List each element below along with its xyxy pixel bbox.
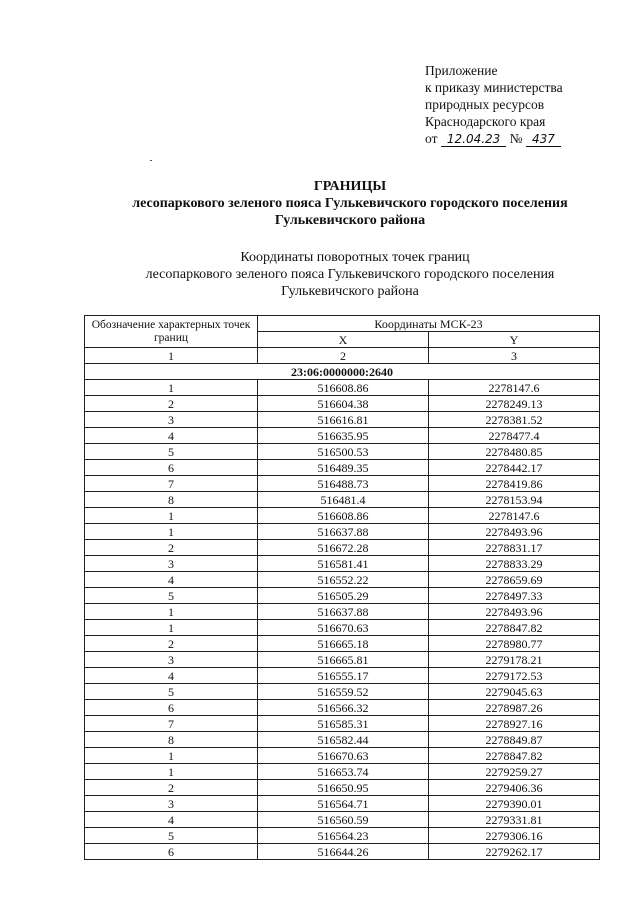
x-cell: 516500.53 [258,444,429,460]
y-cell: 2279262.17 [429,844,600,860]
x-cell: 516670.63 [258,620,429,636]
x-cell: 516566.32 [258,700,429,716]
table-row [85,652,600,668]
point-cell: 8 [85,492,258,508]
table-row [85,668,600,684]
y-cell: 2278987.26 [429,700,600,716]
point-cell: 2 [85,396,258,412]
x-cell: 516637.88 [258,604,429,620]
y-cell: 2278419.86 [429,476,600,492]
point-cell: 6 [85,844,258,860]
table-row [85,588,600,604]
scan-speck [150,160,152,161]
y-cell: 2278153.94 [429,492,600,508]
y-cell: 2278493.96 [429,604,600,620]
y-cell: 2278477.4 [429,428,600,444]
point-cell: 1 [85,508,258,524]
x-cell: 516637.88 [258,524,429,540]
table-row [85,764,600,780]
point-cell: 3 [85,652,258,668]
y-cell: 2278493.96 [429,524,600,540]
x-cell: 516552.22 [258,572,429,588]
table-caption [60,249,640,300]
point-cell: 3 [85,796,258,812]
table-row [85,508,600,524]
header-y: Y [429,332,600,348]
y-cell: 2278847.82 [429,748,600,764]
coordinates-table [84,315,600,860]
y-cell: 2279331.81 [429,812,600,828]
point-cell: 1 [85,604,258,620]
table-row [85,700,600,716]
order-number: 437 [526,132,561,147]
x-cell: 516559.52 [258,684,429,700]
header-x: X [258,332,429,348]
table-row [85,524,600,540]
appendix-line-1: Приложение [425,63,498,78]
table-row [85,444,600,460]
x-cell: 516644.26 [258,844,429,860]
y-cell: 2278927.16 [429,716,600,732]
x-cell: 516672.28 [258,540,429,556]
column-number-2: 2 [258,348,429,364]
header-coordinates: Координаты МСК-23 [258,316,600,332]
x-cell: 516608.86 [258,380,429,396]
y-cell: 2278833.29 [429,556,600,572]
y-cell: 2278381.52 [429,412,600,428]
cadastral-number: 23:06:0000000:2640 [85,364,600,380]
y-cell: 2278147.6 [429,508,600,524]
table-row [85,492,600,508]
point-cell: 8 [85,732,258,748]
x-cell: 516665.81 [258,652,429,668]
point-cell: 5 [85,588,258,604]
table-row [85,460,600,476]
order-date: 12.04.23 [441,132,506,147]
x-cell: 516616.81 [258,412,429,428]
point-cell: 3 [85,412,258,428]
y-cell: 2278849.87 [429,732,600,748]
point-cell: 1 [85,764,258,780]
coordinates-body [85,364,600,860]
point-cell: 7 [85,716,258,732]
x-cell: 516670.63 [258,748,429,764]
order-reference [425,130,563,147]
table-row [85,428,600,444]
table-row [85,572,600,588]
x-cell: 516564.71 [258,796,429,812]
x-cell: 516488.73 [258,476,429,492]
x-cell: 516581.41 [258,556,429,572]
y-cell: 2279172.53 [429,668,600,684]
column-number-3: 3 [429,348,600,364]
y-cell: 2279390.01 [429,796,600,812]
x-cell: 516608.86 [258,508,429,524]
y-cell: 2279178.21 [429,652,600,668]
x-cell: 516653.74 [258,764,429,780]
point-cell: 7 [85,476,258,492]
document-title [60,178,640,229]
table-row [85,636,600,652]
appendix-line-2: к приказу министерства [425,80,563,95]
point-cell: 5 [85,444,258,460]
x-cell: 516604.38 [258,396,429,412]
table-row [85,844,600,860]
y-cell: 2278659.69 [429,572,600,588]
table-row [85,380,600,396]
x-cell: 516489.35 [258,460,429,476]
appendix-block [425,62,563,147]
table-row [85,476,600,492]
table-row [85,812,600,828]
table-row [85,412,600,428]
table-row [85,540,600,556]
y-cell: 2278442.17 [429,460,600,476]
column-number-1: 1 [85,348,258,364]
point-cell: 2 [85,780,258,796]
y-cell: 2279259.27 [429,764,600,780]
table-row [85,396,600,412]
table-row [85,604,600,620]
point-cell: 5 [85,684,258,700]
point-cell: 5 [85,828,258,844]
y-cell: 2279045.63 [429,684,600,700]
point-cell: 4 [85,572,258,588]
table-row [85,748,600,764]
caption-line-1: Координаты поворотных точек границ [240,250,470,265]
x-cell: 516665.18 [258,636,429,652]
point-cell: 6 [85,460,258,476]
y-cell: 2278147.6 [429,380,600,396]
x-cell: 516582.44 [258,732,429,748]
y-cell: 2278831.17 [429,540,600,556]
y-cell: 2278980.77 [429,636,600,652]
table-row [85,828,600,844]
y-cell: 2279306.16 [429,828,600,844]
point-cell: 1 [85,748,258,764]
appendix-line-3: природных ресурсов [425,97,545,112]
x-cell: 516505.29 [258,588,429,604]
point-cell: 3 [85,556,258,572]
y-cell: 2278847.82 [429,620,600,636]
point-cell: 4 [85,812,258,828]
x-cell: 516585.31 [258,716,429,732]
table-row [85,732,600,748]
caption-line-2: лесопаркового зеленого пояса Гулькевичского городского поселения [145,267,555,282]
table-row [85,716,600,732]
y-cell: 2279406.36 [429,780,600,796]
x-cell: 516555.17 [258,668,429,684]
point-cell: 4 [85,668,258,684]
y-cell: 2278249.13 [429,396,600,412]
point-cell: 4 [85,428,258,444]
caption-line-3: Гулькевичского района [281,284,419,299]
number-sign: № [509,131,523,146]
x-cell: 516481.4 [258,492,429,508]
table-row [85,780,600,796]
table-row [85,620,600,636]
header-point-name: Обозначение характерных точек границ [85,316,258,348]
point-cell: 2 [85,540,258,556]
y-cell: 2278497.33 [429,588,600,604]
title-line-2: лесопаркового зеленого пояса Гулькевичского городского поселения [132,196,568,211]
x-cell: 516650.95 [258,780,429,796]
section-row [85,364,600,380]
x-cell: 516560.59 [258,812,429,828]
table-row [85,796,600,812]
point-cell: 1 [85,620,258,636]
point-cell: 2 [85,636,258,652]
date-prefix: от [425,131,438,146]
point-cell: 1 [85,524,258,540]
x-cell: 516635.95 [258,428,429,444]
point-cell: 6 [85,700,258,716]
title-line-1: ГРАНИЦЫ [313,179,387,194]
appendix-line-4: Краснодарского края [425,114,546,129]
table-row [85,684,600,700]
title-line-3: Гулькевичского района [274,213,426,228]
y-cell: 2278480.85 [429,444,600,460]
table-row [85,556,600,572]
point-cell: 1 [85,380,258,396]
x-cell: 516564.23 [258,828,429,844]
